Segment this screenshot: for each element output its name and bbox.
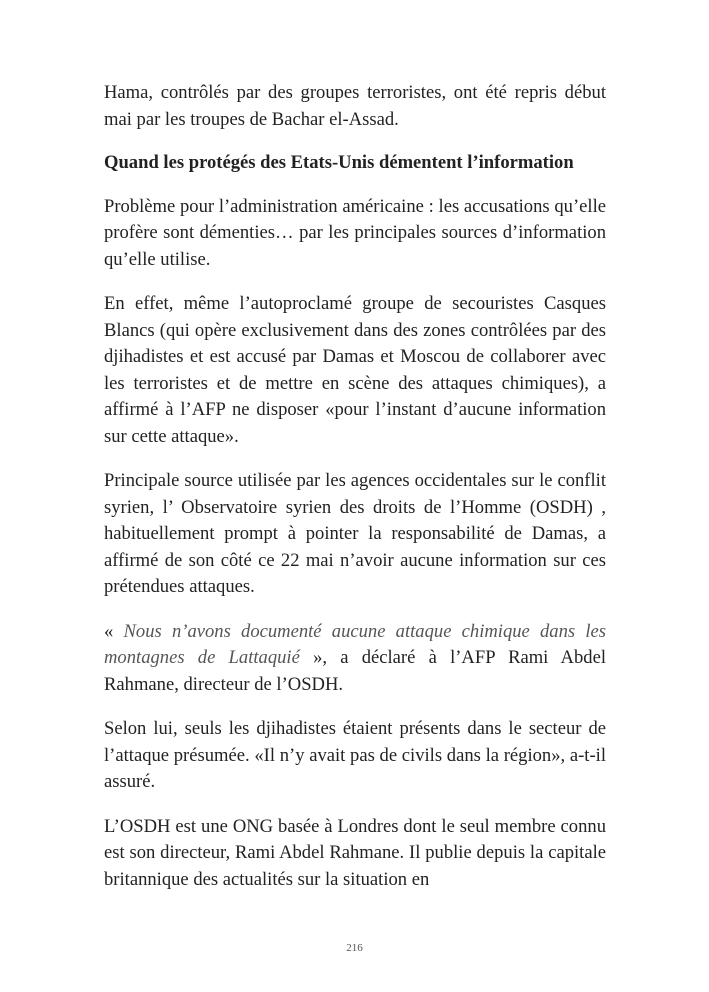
paragraph: Selon lui, seuls les djihadistes étaient présents dans le secteur de l’attaque présumée. «Il n’y avait pas de civils dans la région», a-t-il assuré. bbox=[104, 718, 606, 792]
paragraph: Hama, contrôlés par des groupes terroristes, ont été repris début mai par les troupes de Bachar el-Assad. bbox=[104, 82, 606, 130]
paragraph: Problème pour l’administration américaine : les accusations qu’elle profère sont démenties… par les principales sources d’information qu’elle utilise. bbox=[104, 195, 606, 270]
document-page bbox=[104, 80, 606, 893]
paragraph: En effet, même l’autoproclamé groupe de secouristes Casques Blancs (qui opère exclusivement dans des zones contrôlées par des djihadistes et est accusé par Damas et Moscou de collaborer avec les terroristes et de mettre en scène des attaques chimiques), a affirmé à l’AFP ne disposer «pour l’instant d’aucune information sur cette attaque». bbox=[104, 293, 606, 447]
quote-text: Nous n’avons documenté aucune attaque chimique dans les montagnes de Lattaquié bbox=[104, 620, 606, 668]
quote-paragraph bbox=[104, 619, 606, 699]
paragraph: Principale source utilisée par les agences occidentales sur le conflit syrien, l’ Observatoire syrien des droits de l’Homme (OSDH) , habituellement prompt à pointer la responsabilité de Damas, a affirmé de son côté ce 22 mai n’avoir aucune information sur ces prétendues attaques. bbox=[104, 470, 606, 597]
page-number: 216 bbox=[346, 942, 363, 954]
open-quote-mark: « bbox=[104, 620, 124, 642]
section-heading: Quand les protégés des Etats-Unis démentent l’information bbox=[104, 152, 574, 173]
quote-attribution: », a déclaré à l’AFP Rami Abdel Rahmane, directeur de l’OSDH. bbox=[104, 647, 606, 695]
paragraph: L’OSDH est une ONG basée à Londres dont le seul membre connu est son directeur, Rami Abdel Rahmane. Il publie depuis la capitale britannique des actualités sur la situation en bbox=[104, 815, 606, 890]
